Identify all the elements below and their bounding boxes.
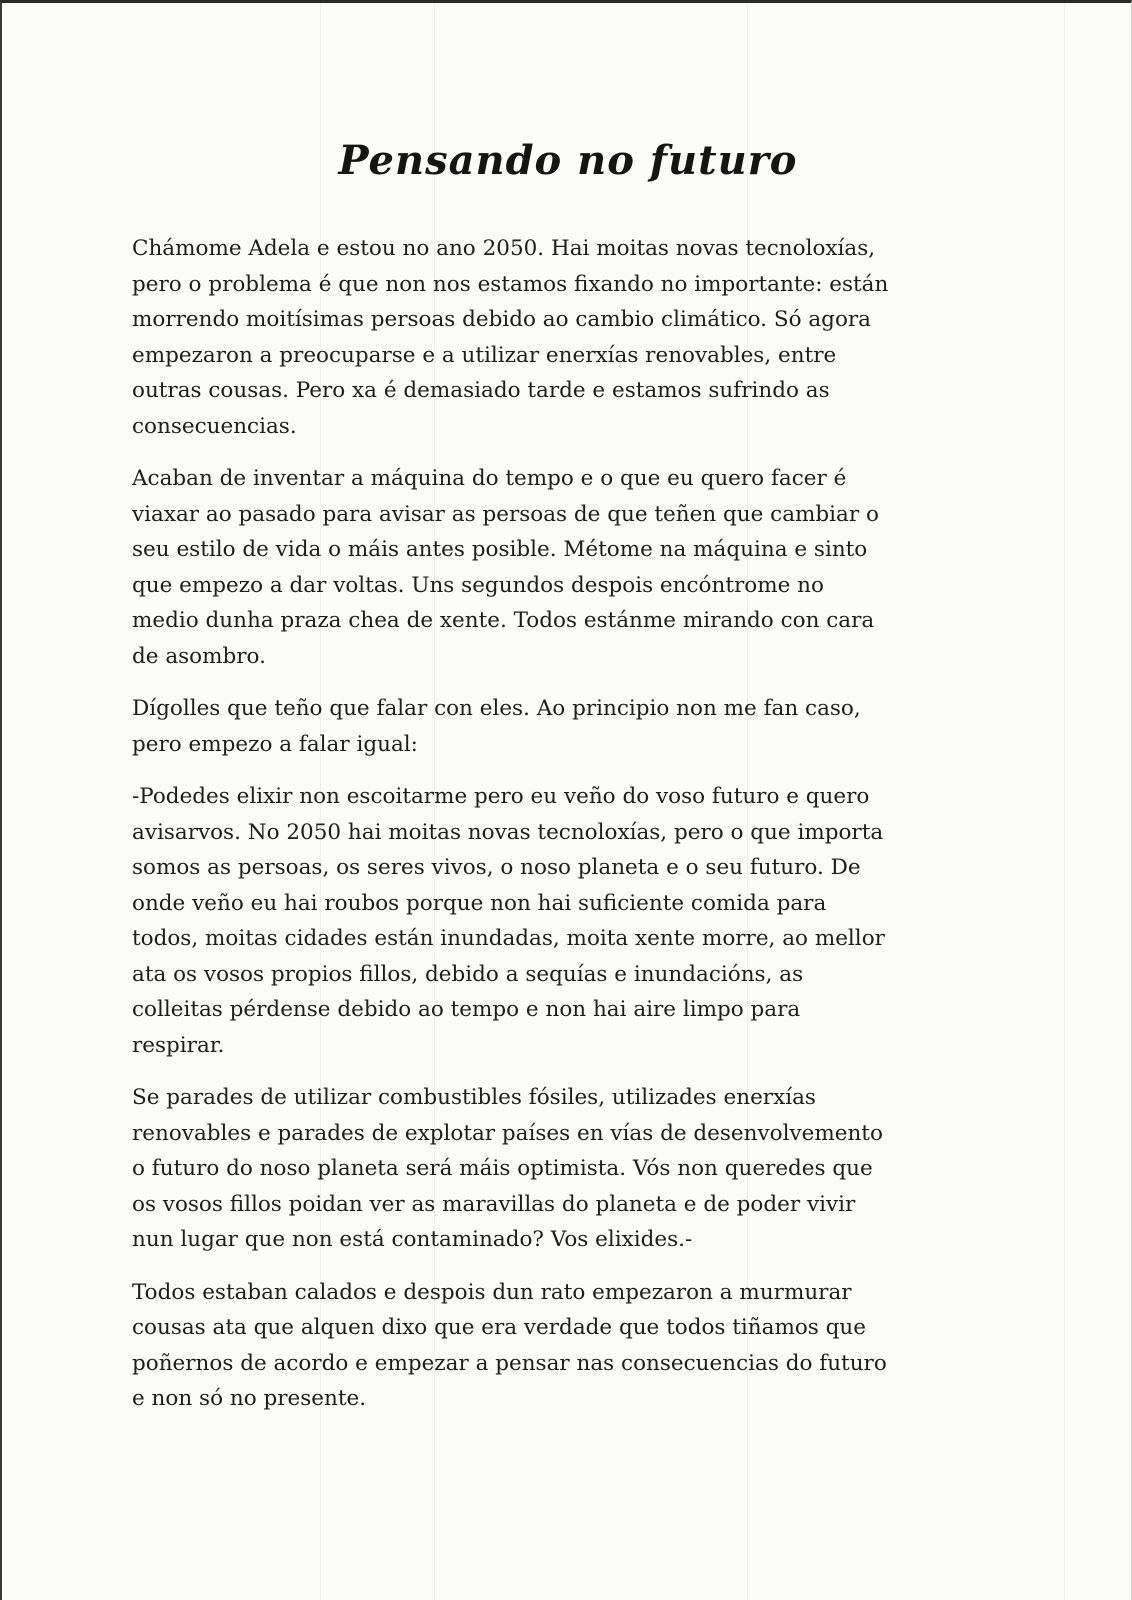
paragraph-3: Dígolles que teño que falar con eles. Ao principio non me fan caso, pero empezo a falar igual: — [132, 696, 861, 757]
paragraph-1: Chámome Adela e estou no ano 2050. Hai moitas novas tecnoloxías, pero o problema é que non nos estamos fixando no importante: están morrendo moitísimas persoas debido ao cambio climático. Só agora empezaron a preocuparse e a utilizar enerxías renovables, entre outras cousas. Pero xa é demasiado tarde e estamos sufrindo as consecuencias. — [132, 236, 889, 439]
paragraph-6: Todos estaban calados e despois dun rato empezaron a murmurar cousas ata que alquen dixo que era verdade que todos tiñamos que poñernos de acordo e empezar a pensar nas consecuencias do futuro e non só no presente. — [132, 1279, 887, 1411]
paragraph-5: Se parades de utilizar combustibles fósiles, utilizades enerxías renovables e parades de explotar países en vías de desenvolvemento o futuro do noso planeta será máis optimista. Vós non queredes que os vosos fillos poidan ver as maravillas do planeta e de poder vivir nun lugar que non está contaminado? Vos elixides.- — [132, 1085, 883, 1252]
paragraph-4: -Podedes elixir non escoitarme pero eu veño do voso futuro e quero avisarvos. No 2050 hai moitas novas tecnoloxías, pero o que importa somos as persoas, os seres vivos, o noso planeta e o seu futuro. De onde veño eu hai roubos porque non hai suficiente comida para todos, moitas cidades están inundadas, moita xente morre, ao mellor ata os vosos propios fillos, debido a sequías e inundacións, as colleitas pérdense debido ao tempo e non hai aire limpo para respirar. — [132, 784, 885, 1058]
paragraph-2: Acaban de inventar a máquina do tempo e o que eu quero facer é viaxar ao pasado para avisar as persoas de que teñen que cambiar o seu estilo de vida o máis antes posible. Métome na máquina e sinto que empezo a dar voltas. Uns segundos despois encóntrome no medio dunha praza chea de xente. Todos estánme mirando con cara de asombro. — [132, 466, 879, 669]
scan-line — [1064, 3, 1065, 1600]
document-body — [132, 231, 992, 1434]
document-title: Pensando no futuro — [338, 137, 798, 184]
